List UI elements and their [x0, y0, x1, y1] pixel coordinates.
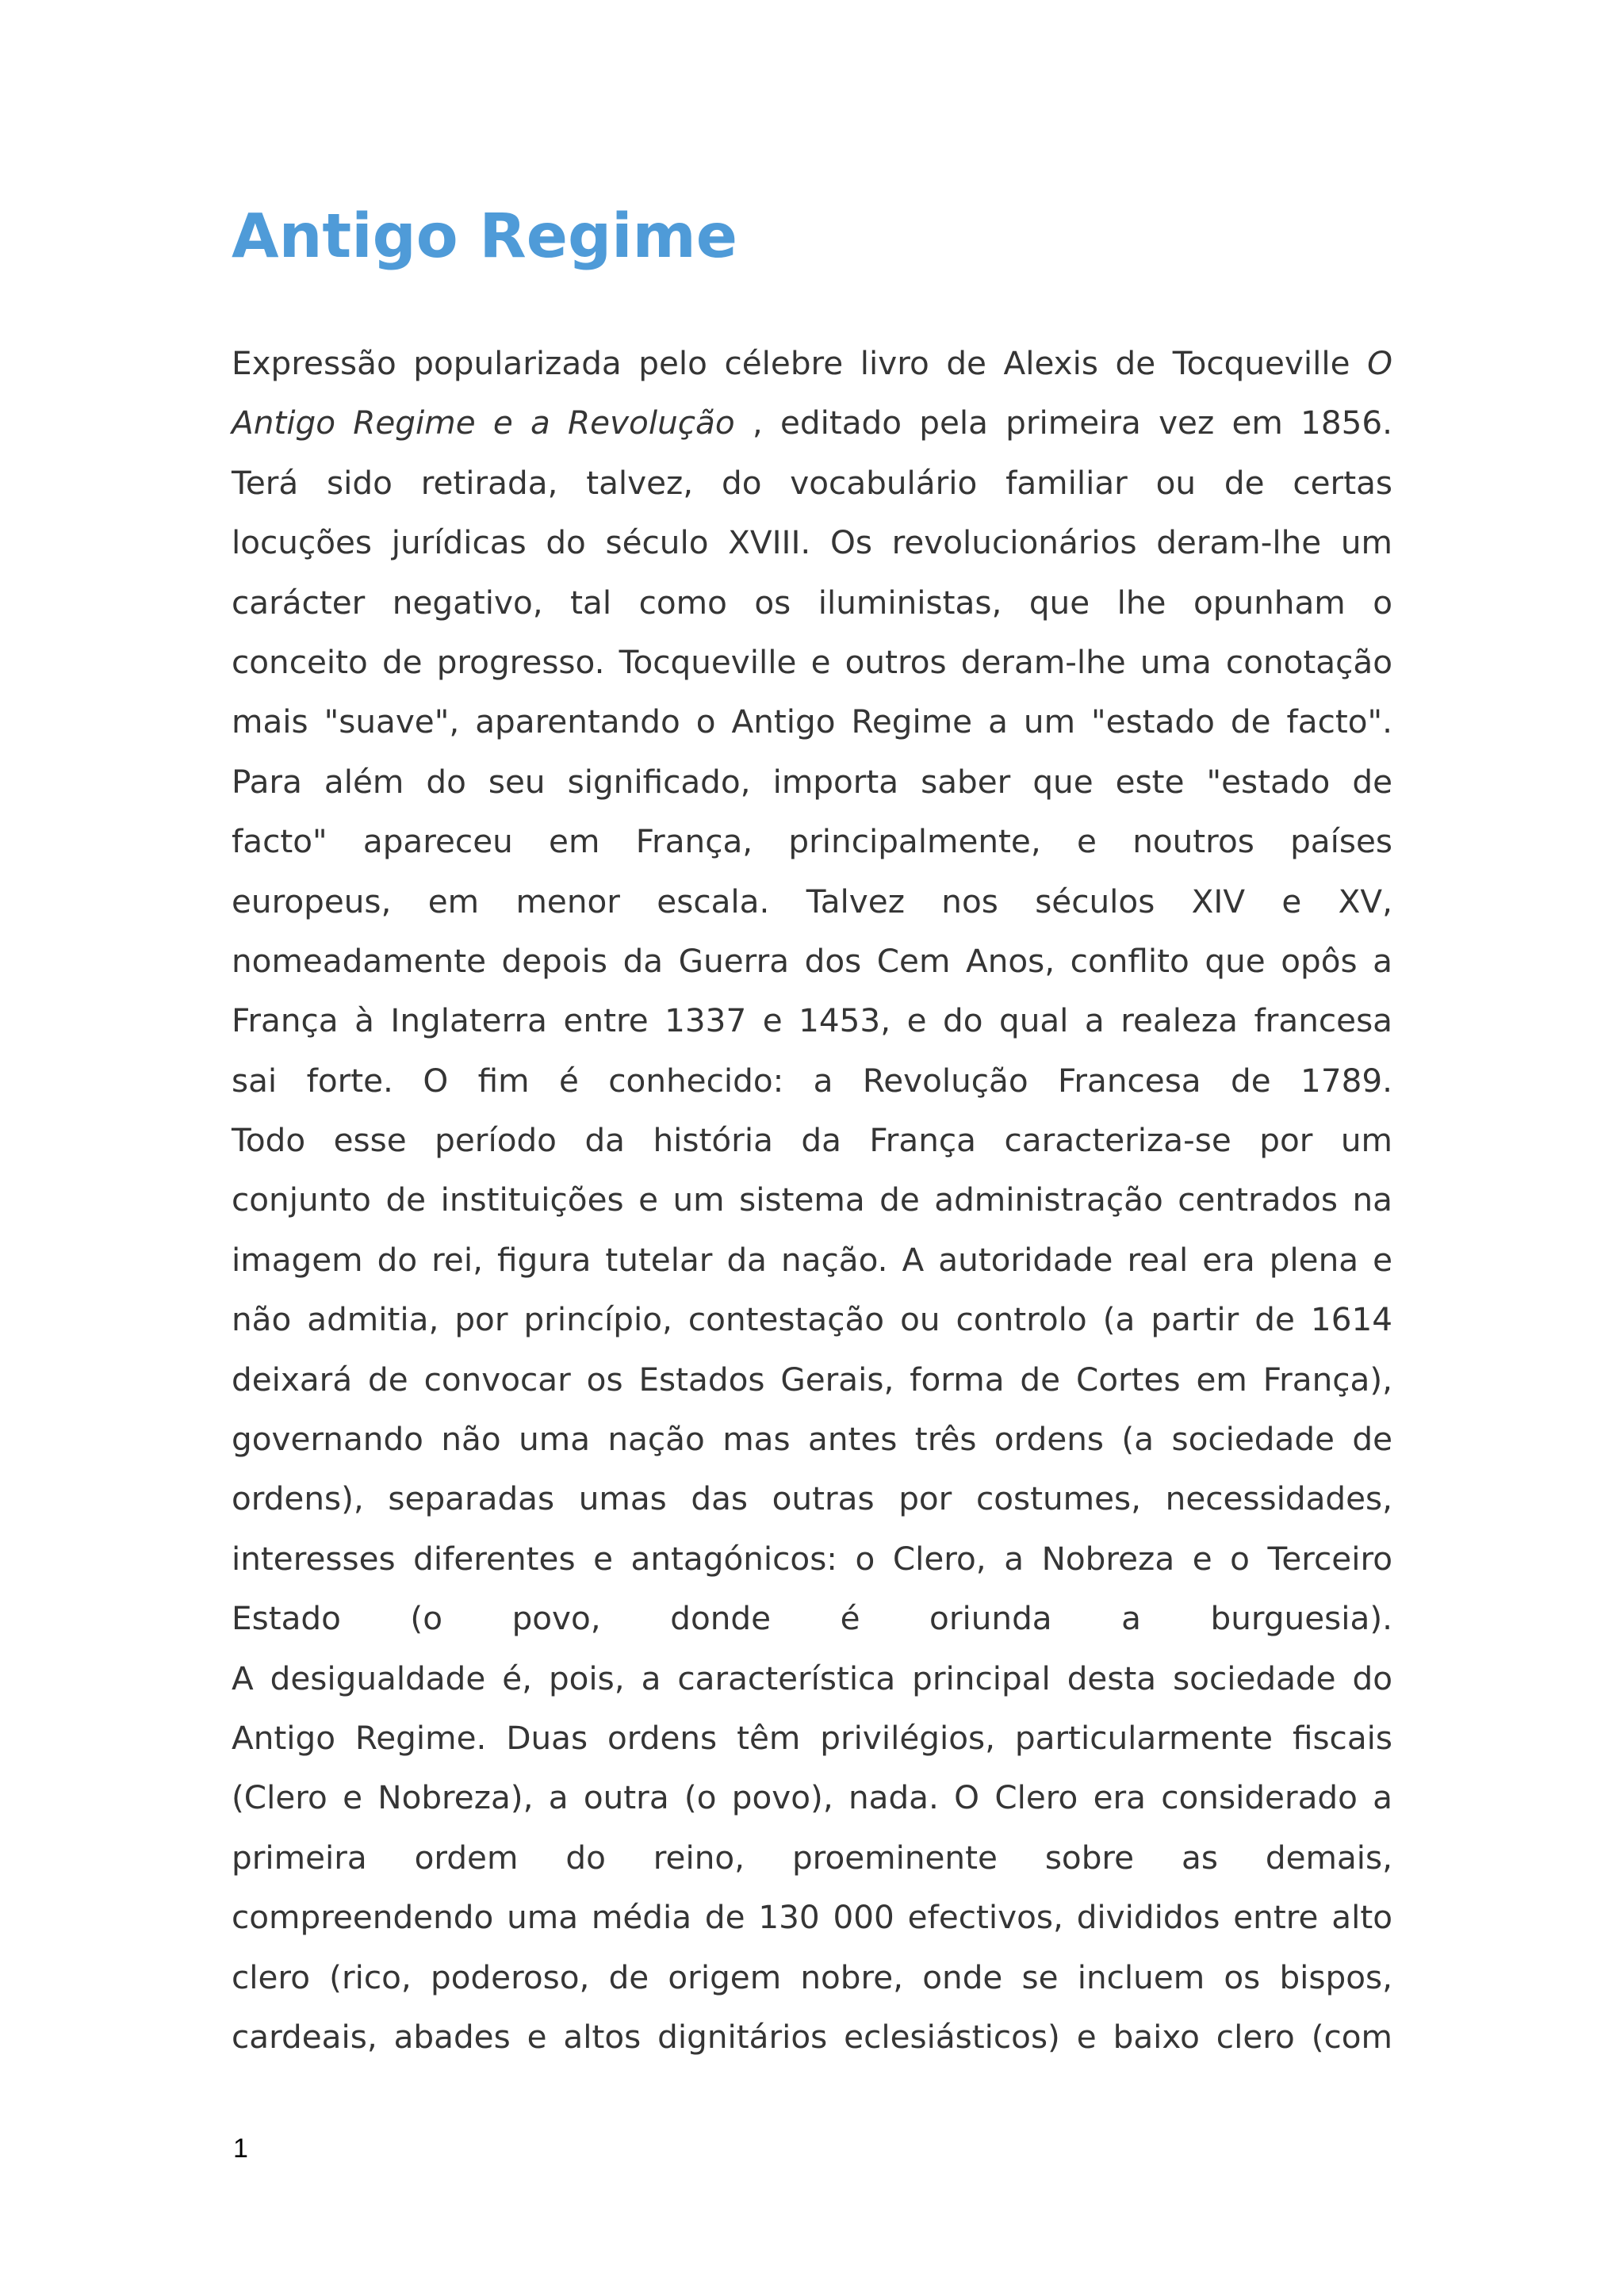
- text-line: [232, 334, 1392, 393]
- text-line: conceito de progresso. Tocqueville e outros deram-lhe uma conotação: [232, 642, 1392, 681]
- text-line: facto" apareceu em França, principalmente, e noutros países: [232, 822, 1392, 861]
- text-line: Antigo Regime. Duas ordens têm privilégios, particularmente fiscais: [232, 1718, 1392, 1757]
- text-line: interesses diferentes e antagónicos: o Clero, a Nobreza e o Terceiro: [232, 1539, 1392, 1578]
- text-line: França à Inglaterra entre 1337 e 1453, e do qual a realeza francesa: [232, 1001, 1392, 1040]
- text-line: ordens), separadas umas das outras por costumes, necessidades,: [232, 1479, 1392, 1518]
- text-line: nomeadamente depois da Guerra dos Cem Anos, conflito que opôs a: [232, 941, 1392, 980]
- text-line: europeus, em menor escala. Talvez nos séculos XIV e XV,: [232, 882, 1392, 920]
- text-line: cardeais, abades e altos dignitários eclesiásticos) e baixo clero (com: [232, 2017, 1392, 2056]
- document-title: Antigo Regime: [232, 201, 737, 272]
- italic-text: Antigo Regime e a Revolução: [232, 404, 735, 442]
- text-line: clero (rico, poderoso, de origem nobre, onde se incluem os bispos,: [232, 1957, 1392, 1996]
- text-line: primeira ordem do reino, proeminente sobre as demais,: [232, 1838, 1392, 1877]
- text-line: Terá sido retirada, talvez, do vocabulário familiar ou de certas: [232, 463, 1392, 502]
- text-line: Estado (o povo, donde é oriunda a burguesia).: [232, 1599, 1392, 1638]
- italic-text: O: [1367, 344, 1392, 382]
- text-line: locuções jurídicas do século XVIII. Os revolucionários deram-lhe um: [232, 523, 1392, 562]
- text-line: não admitia, por princípio, contestação ou controlo (a partir de 1614: [232, 1300, 1392, 1339]
- text-line: sai forte. O fim é conhecido: a Revolução Francesa de 1789.: [232, 1061, 1392, 1100]
- text-line: compreendendo uma média de 130 000 efectivos, divididos entre alto: [232, 1898, 1392, 1937]
- page-number: 1: [233, 2133, 248, 2164]
- text-line: conjunto de instituições e um sistema de administração centrados na: [232, 1181, 1392, 1219]
- body-text: [232, 334, 1392, 2067]
- text-line: carácter negativo, tal como os iluministas, que lhe opunham o: [232, 583, 1392, 622]
- text-line: Para além do seu significado, importa saber que este "estado de: [232, 762, 1392, 801]
- text-line: Todo esse período da história da França caracteriza-se por um: [232, 1121, 1392, 1160]
- text-line: A desigualdade é, pois, a característica principal desta sociedade do: [232, 1659, 1392, 1697]
- text-line: governando não uma nação mas antes três ordens (a sociedade de: [232, 1420, 1392, 1459]
- text-line: mais "suave", aparentando o Antigo Regime a um "estado de facto".: [232, 702, 1392, 741]
- text-segment: , editado pela primeira vez em 1856.: [734, 404, 1393, 442]
- text-line: deixará de convocar os Estados Gerais, forma de Cortes em França),: [232, 1360, 1392, 1399]
- text-segment: Expressão popularizada pelo célebre livro de Alexis de Tocqueville: [232, 344, 1368, 382]
- text-line: imagem do rei, figura tutelar da nação. A autoridade real era plena e: [232, 1240, 1392, 1279]
- text-line: [232, 393, 1392, 453]
- text-line: (Clero e Nobreza), a outra (o povo), nada. O Clero era considerado a: [232, 1778, 1392, 1817]
